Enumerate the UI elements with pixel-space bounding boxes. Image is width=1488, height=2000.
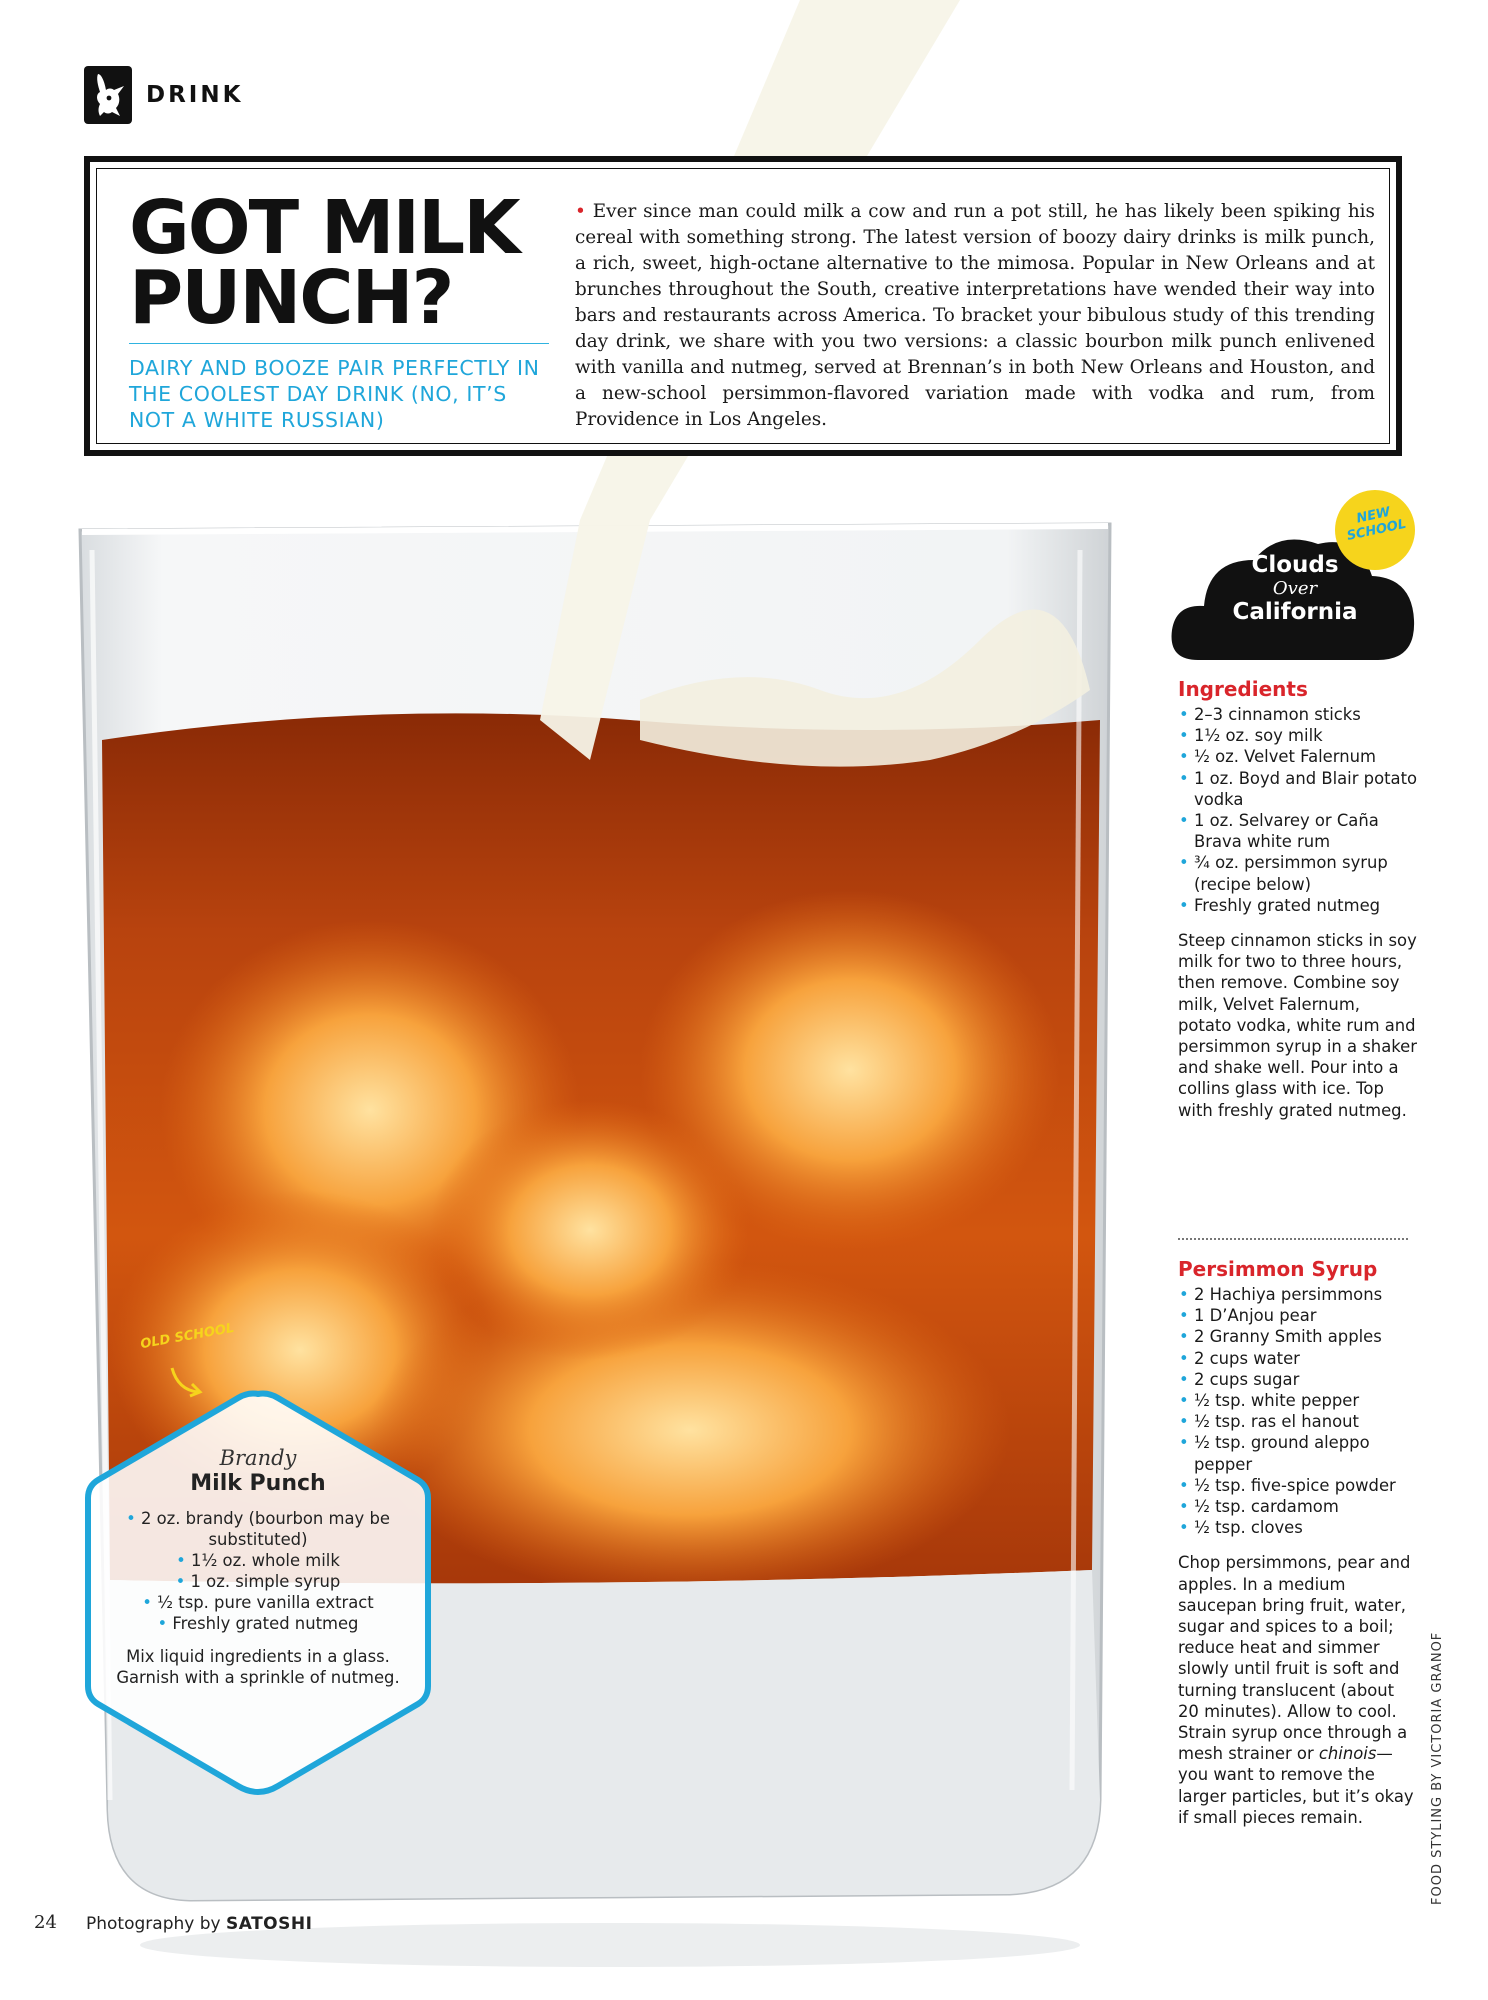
intro-text: Ever since man could milk a cow and run a pot still, he has likely been spiking his cereal with something strong. The latest version of boozy dairy drinks is milk punch, a rich, sweet, high-octane alternative to the mimosa. Popular in New Orleans and at brunches throughout the South, creative interpretations have wended their way into bars and restaurants across America. To bracket your bibulous study of this trending day drink, we share with you two versions: a classic bourbon milk punch enlivened with vanilla and nutmeg, served at Brennan’s in both New Orleans and Houston, and a new-school persimmon-flavored variation made with vodka and rum, from Providence in Los Angeles. <box>575 201 1375 430</box>
list-item: • Freshly grated nutmeg <box>110 1613 406 1634</box>
syrup-method-pre: Chop persimmons, pear and apples. In a medium saucepan bring fruit, water, sugar and spices to a boil; reduce heat and simmer slowly until fruit is soft and turning translucent (about 20 minutes). Allow to cool. Strain syrup once through a mesh strainer or <box>1178 1553 1411 1764</box>
list-item: • ½ tsp. five-spice powder <box>1178 1475 1418 1496</box>
list-item: • 2 cups water <box>1178 1348 1418 1369</box>
headline: GOT MILK PUNCH? <box>129 185 519 341</box>
list-item: • ½ tsp. ground aleppo pepper <box>1178 1432 1418 1474</box>
list-item: • ½ tsp. ras el hanout <box>1178 1411 1418 1432</box>
list-item: • 1 D’Anjou pear <box>1178 1305 1418 1326</box>
list-item: • ½ tsp. white pepper <box>1178 1390 1418 1411</box>
cloud-title-mid: Over <box>1272 578 1318 599</box>
list-item: • 2 Granny Smith apples <box>1178 1326 1418 1347</box>
styling-credit: FOOD STYLING BY VICTORIA GRANOF <box>1430 1631 1445 1905</box>
list-item: • 2 Hachiya persimmons <box>1178 1284 1418 1305</box>
ingredients-list <box>1178 704 1418 916</box>
section-label: DRINK <box>146 82 244 108</box>
syrup-method <box>1178 1552 1418 1828</box>
intro-inner-border <box>96 168 1390 444</box>
headline-rule <box>129 343 549 344</box>
list-item: • ½ oz. Velvet Falernum <box>1178 746 1418 767</box>
photo-credit-prefix: Photography by <box>86 1914 226 1934</box>
photo-credit-name: SATOSHI <box>225 1914 313 1934</box>
list-item: • ½ tsp. cloves <box>1178 1517 1418 1538</box>
syrup-heading: Persimmon Syrup <box>1178 1257 1378 1281</box>
ingredients-heading: Ingredients <box>1178 677 1308 701</box>
subhead: DAIRY AND BOOZE PAIR PERFECTLY IN THE COOLEST DAY DRINK (NO, IT’S NOT A WHITE RUSSIAN) <box>129 356 540 432</box>
list-item: • 1½ oz. soy milk <box>1178 725 1418 746</box>
list-item: • 2–3 cinnamon sticks <box>1178 704 1418 725</box>
list-item: • ¾ oz. persimmon syrup (recipe below) <box>1178 852 1418 894</box>
syrup-method-italic: chinois <box>1318 1744 1377 1764</box>
syrup-method-post: —you want to remove the larger particles, but it’s okay if small pieces remain. <box>1178 1744 1414 1827</box>
intro-body <box>575 199 1375 433</box>
list-item: • 2 cups sugar <box>1178 1369 1418 1390</box>
cloud-title-bottom: California <box>1232 599 1358 625</box>
new-school-method: Steep cinnamon sticks in soy milk for two to three hours, then remove. Combine soy milk, Velvet Falernum, potato vodka, white rum and persimmon syrup in a shaker and shake well. Pour into a collins glass with ice. Top with freshly grated nutmeg. <box>1178 931 1417 1120</box>
list-item: • 1½ oz. whole milk <box>110 1550 406 1571</box>
list-item: • 1 oz. Selvarey or Caña Brava white rum <box>1178 810 1418 852</box>
photo-credit <box>86 1914 312 1934</box>
old-school-title: Milk Punch <box>190 1471 326 1496</box>
divider <box>1178 1238 1408 1240</box>
old-school-ingredients <box>110 1508 406 1634</box>
list-item: • 1 oz. simple syrup <box>110 1571 406 1592</box>
new-school-label: NEW SCHOOL <box>1345 504 1408 544</box>
old-school-badge: OLD SCHOOL <box>139 1320 236 1353</box>
old-school-method: Mix liquid ingredients in a glass. Garnish with a sprinkle of nutmeg. <box>116 1647 400 1687</box>
list-item: • Freshly grated nutmeg <box>1178 895 1418 916</box>
list-item: • ½ tsp. cardamom <box>1178 1496 1418 1517</box>
intro-box <box>84 156 1402 456</box>
bullet-icon: • <box>575 201 586 222</box>
new-school-recipe <box>1178 678 1418 1121</box>
list-item: • 1 oz. Boyd and Blair potato vodka <box>1178 768 1418 810</box>
persimmon-syrup-recipe <box>1178 1258 1418 1828</box>
cloud-title-top: Clouds <box>1251 552 1339 578</box>
new-school-badge <box>1335 490 1415 570</box>
syrup-ingredients-list <box>1178 1284 1418 1538</box>
list-item: • 2 oz. brandy (bourbon may be substituted) <box>110 1508 406 1550</box>
page-number: 24 <box>34 1912 57 1933</box>
list-item: • ½ tsp. pure vanilla extract <box>110 1592 406 1613</box>
old-school-recipe <box>110 1446 406 1688</box>
old-school-title-italic: Brandy <box>219 1446 297 1470</box>
